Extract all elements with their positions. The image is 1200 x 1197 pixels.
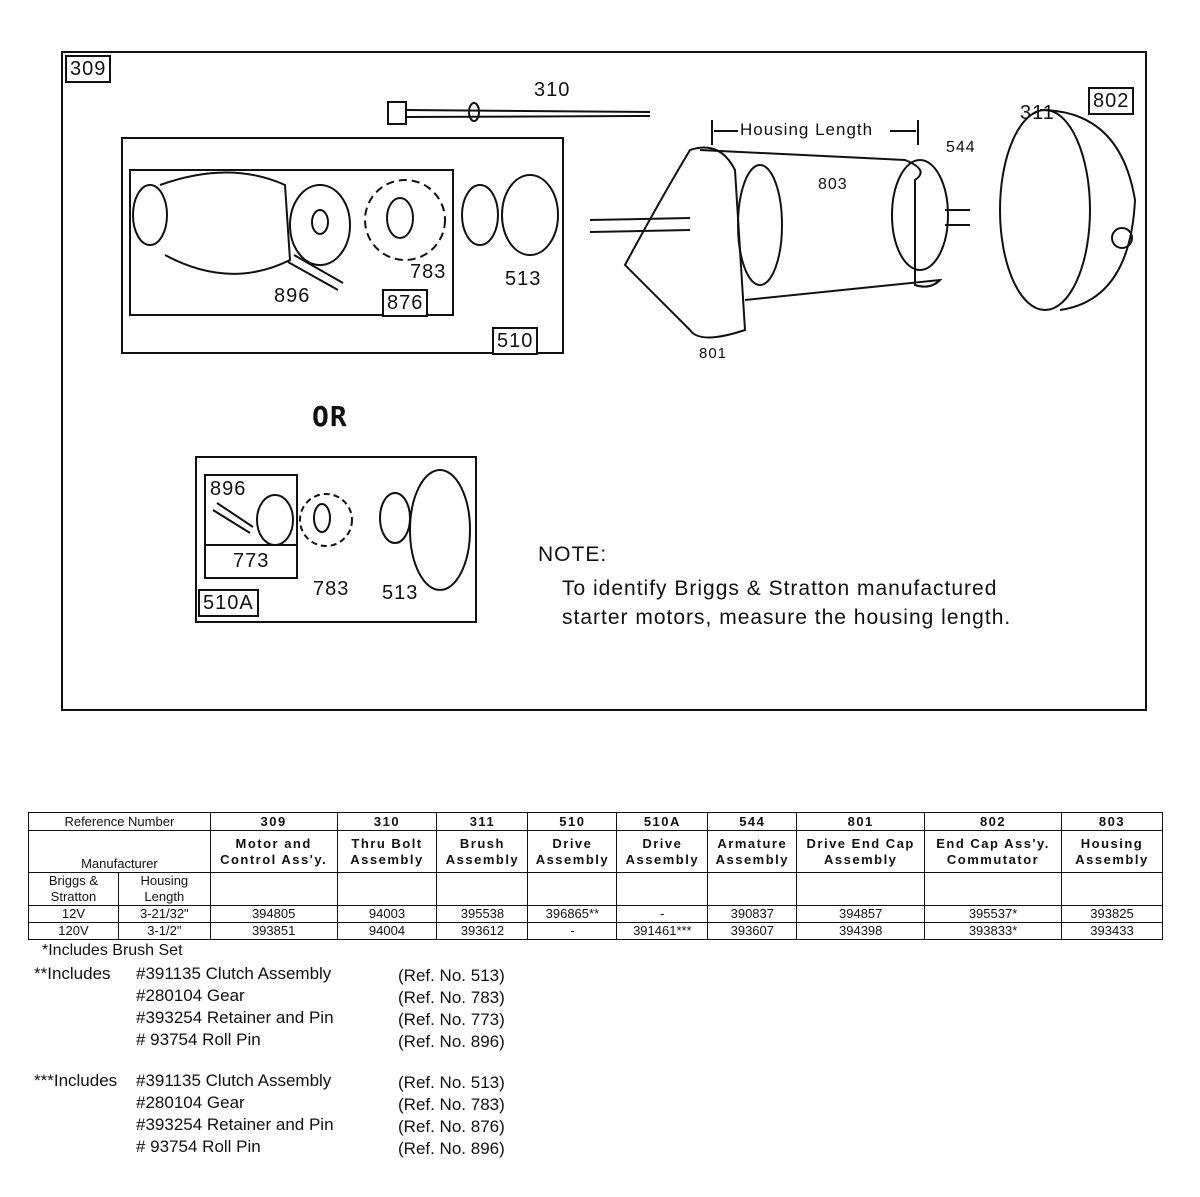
footnote-ref: (Ref. No. 896)	[398, 1032, 505, 1051]
table-row	[29, 923, 1163, 940]
ref-label-510a: 510A	[198, 589, 259, 617]
footnote-part: # 93754 Roll Pin	[136, 1030, 261, 1049]
footnote-ref: (Ref. No. 783)	[398, 1095, 505, 1114]
part-number-cell: 394805	[210, 906, 337, 923]
footnote-label: **Includes	[34, 964, 111, 983]
part-number-cell: 393851	[210, 923, 337, 940]
parts-table	[28, 812, 1163, 940]
housing-length-label: Housing Length	[740, 120, 874, 139]
voltage-cell: 12V	[29, 906, 119, 923]
ref-label-783: 783	[410, 261, 447, 283]
ref-label-773: 773	[233, 550, 270, 572]
ref-label-801: 801	[699, 345, 728, 362]
ref-label-803: 803	[818, 176, 848, 193]
housing-length-cell: 3-21/32"	[118, 906, 210, 923]
ref-label-783-510a: 783	[313, 578, 350, 600]
housing-length-header: Housing Length	[118, 873, 210, 906]
part-number-cell: 391461***	[617, 923, 708, 940]
ref-label-513: 513	[505, 268, 542, 290]
col-name: Brush Assembly	[437, 831, 528, 873]
col-ref: 309	[210, 813, 337, 831]
manufacturer-header: Manufacturer	[29, 831, 211, 873]
part-number-cell: 393607	[708, 923, 797, 940]
footnote-part: #393254 Retainer and Pin	[136, 1008, 334, 1027]
part-number-cell: 393825	[1062, 906, 1163, 923]
col-name: Drive Assembly	[617, 831, 708, 873]
col-ref: 544	[708, 813, 797, 831]
footnote-ref: (Ref. No. 513)	[398, 1073, 505, 1092]
col-name: End Cap Ass'y. Commutator	[925, 831, 1062, 873]
col-ref: 310	[337, 813, 437, 831]
note-title: NOTE:	[538, 543, 608, 566]
footnote-ref: (Ref. No. 876)	[398, 1117, 505, 1136]
part-number-cell: 393612	[437, 923, 528, 940]
col-ref: 803	[1062, 813, 1163, 831]
col-name: Drive End Cap Assembly	[797, 831, 925, 873]
part-number-cell: 394398	[797, 923, 925, 940]
note-line-1: To identify Briggs & Stratton manufactured	[562, 577, 998, 600]
ref-label-896: 896	[274, 285, 311, 307]
ref-label-513-510a: 513	[382, 582, 419, 604]
part-number-cell: 394857	[797, 906, 925, 923]
col-ref: 801	[797, 813, 925, 831]
col-name: Armature Assembly	[708, 831, 797, 873]
footnote-part: #391135 Clutch Assembly	[136, 1071, 332, 1090]
footnote-brush-set: *Includes Brush Set	[42, 942, 183, 959]
thru-bolt-part	[388, 102, 650, 124]
footnote-part: #391135 Clutch Assembly	[136, 964, 332, 983]
footnote-part: #280104 Gear	[136, 1093, 245, 1112]
col-name: Drive Assembly	[528, 831, 617, 873]
col-name: Housing Assembly	[1062, 831, 1163, 873]
voltage-cell: 120V	[29, 923, 119, 940]
ref-label-309: 309	[65, 55, 111, 83]
part-number-cell: -	[617, 906, 708, 923]
footnote-ref: (Ref. No. 783)	[398, 988, 505, 1007]
ref-label-876: 876	[382, 289, 428, 317]
ref-label-544: 544	[946, 139, 976, 156]
subheader-row	[29, 873, 1163, 906]
ref-number-header: Reference Number	[29, 813, 211, 831]
ref-number-row	[29, 813, 1163, 831]
col-ref: 311	[437, 813, 528, 831]
ref-label-510: 510	[492, 327, 538, 355]
part-number-cell: 395538	[437, 906, 528, 923]
ref-label-310: 310	[534, 79, 571, 101]
part-name-row	[29, 831, 1163, 873]
part-number-cell: 390837	[708, 906, 797, 923]
col-name: Thru Bolt Assembly	[337, 831, 437, 873]
footnote-ref: (Ref. No. 896)	[398, 1139, 505, 1158]
part-number-cell: 395537*	[925, 906, 1062, 923]
part-number-cell: -	[528, 923, 617, 940]
part-number-cell: 393833*	[925, 923, 1062, 940]
ref-label-802: 802	[1088, 87, 1134, 115]
drive-510-parts	[133, 173, 558, 291]
part-number-cell: 396865**	[528, 906, 617, 923]
or-label: OR	[312, 400, 348, 433]
housing-length-cell: 3-1/2"	[118, 923, 210, 940]
footnote-part: # 93754 Roll Pin	[136, 1137, 261, 1156]
housing-part	[590, 148, 970, 338]
part-number-cell: 94004	[337, 923, 437, 940]
footnote-part: #280104 Gear	[136, 986, 245, 1005]
part-number-cell: 94003	[337, 906, 437, 923]
col-name: Motor and Control Ass'y.	[210, 831, 337, 873]
part-number-cell: 393433	[1062, 923, 1163, 940]
footnote-label: ***Includes	[34, 1071, 118, 1090]
col-ref: 510A	[617, 813, 708, 831]
note-line-2: starter motors, measure the housing length.	[562, 606, 1012, 629]
table-row	[29, 906, 1163, 923]
col-ref: 802	[925, 813, 1062, 831]
ref-label-896-510a: 896	[210, 478, 247, 500]
footnote-ref: (Ref. No. 513)	[398, 966, 505, 985]
briggs-header: Briggs & Stratton	[29, 873, 119, 906]
footnote-ref: (Ref. No. 773)	[398, 1010, 505, 1029]
footnote-part: #393254 Retainer and Pin	[136, 1115, 334, 1134]
col-ref: 510	[528, 813, 617, 831]
ref-label-311: 311	[1020, 102, 1055, 124]
end-cap-part	[1000, 110, 1135, 310]
